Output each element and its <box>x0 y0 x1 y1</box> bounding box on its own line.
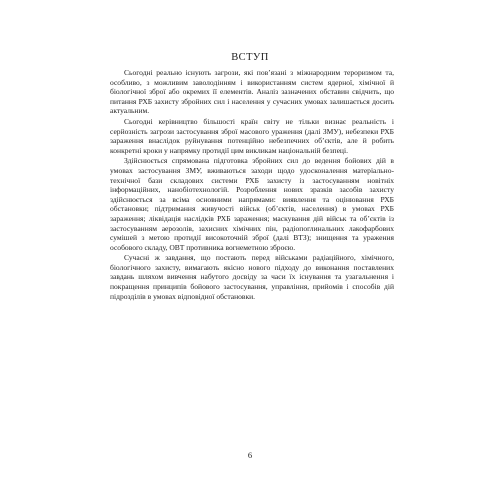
paragraph: Сучасні ж завдання, що постають перед військами радіаційного, хімічного, біологічного захисту, вимагають якісно нового підходу до виконання поставлених завдань шляхом вивчення набутого досвіду за часи їх існування та узагальнення і покращення принципів бойового застосування, управління, прийомів і способів дій підрозділів в умовах відповідної обстановки. <box>110 253 394 301</box>
paragraph: Здійснюється спрямована підготовка збройних сил до ведення бойових дій в умовах застосування ЗМУ, вживаються заходи щодо удосконалення матеріально-технічної бази складових системи РХБ захисту із застосуванням новітніх інформаційних, нанобіотехнологій. Розроблення нових зразків засобів захисту здійснюється за всіма основними напрямами: виявлення та оцінювання РХБ обстановки; підтримання живучості військ (об’єктів, населення) в умовах РХБ зараження; ліквідація наслідків РХБ зараження; маскування дій військ та об’єктів із застосуванням аерозолів, захисних хімічних пін, радіопоглинальних лакофарбових сумішей з метою протидії високоточній зброї (далі ВТЗ); знищення та ураження особового складу, ОВТ противника вогнеметною зброєю. <box>110 156 394 252</box>
section-heading: ВСТУП <box>231 52 269 63</box>
paragraph: Сьогодні реально існують загрози, які пов’язані з міжнародним тероризмом та, особливо, з можливим заволодінням і використанням систем ядерної, хімічної й біологічної зброї або окремих її елементів. Аналіз зазначених обставин свідчить, що питання РХБ захисту збройних сил і населення у сучасних умовах залишається досить актуальним. <box>110 68 394 116</box>
page-number: 6 <box>247 450 253 460</box>
paragraph: Сьогодні керівництво більшості країн світу не тільки визнає реальність і серйозність загрози застосування зброї масового ураження (далі ЗМУ), небезпеки РХБ зараження внаслідок руйнування потенційно небезпечних об’єктів, але й робить конкретні кроки у напрямку протидії цим викликам національній безпеці. <box>110 116 394 155</box>
body-text <box>110 68 394 302</box>
